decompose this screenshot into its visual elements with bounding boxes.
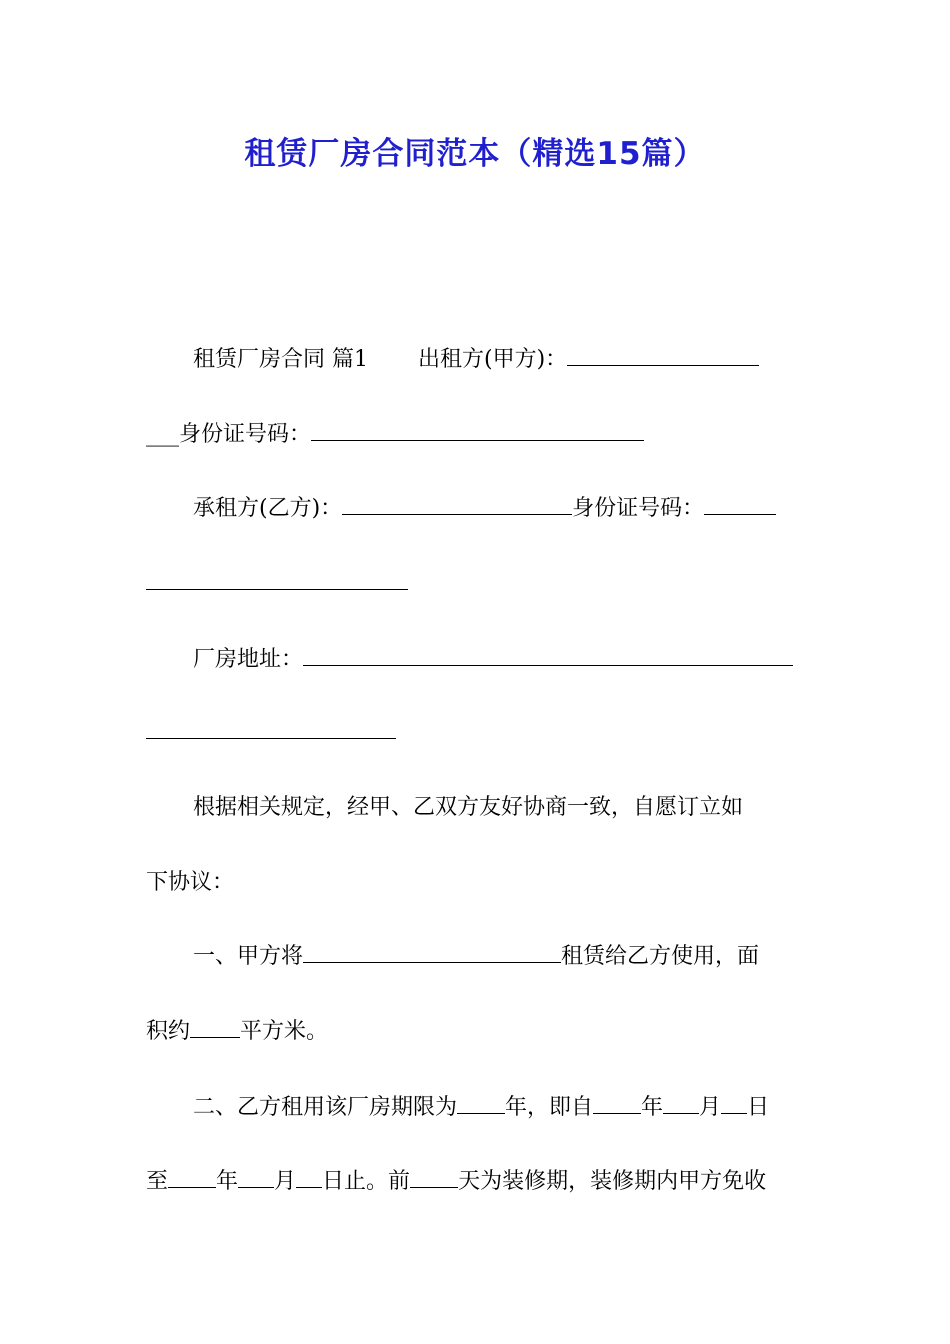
- clause-1-text-b: 租赁给乙方使用，面: [561, 944, 760, 969]
- body-line-8: [146, 868, 806, 898]
- factory-address-label: 厂房地址：: [193, 647, 304, 672]
- end-year-label: 年: [216, 1169, 239, 1194]
- body-line-6: [146, 718, 806, 748]
- end-month-blank: [238, 1167, 274, 1188]
- preamble-text: 根据相关规定，经甲、乙双方友好协商一致，自愿订立如: [193, 795, 744, 820]
- body-line-12: [146, 1167, 806, 1197]
- renovation-days-blank: [410, 1167, 458, 1188]
- premises-blank: [303, 942, 561, 963]
- document-title: 租赁厂房合同范本（精选15篇）: [244, 136, 706, 172]
- body-line-1: [193, 345, 806, 375]
- body-line-2: [146, 420, 806, 450]
- day-label: 日: [747, 1095, 770, 1120]
- lessee-id-blank-cont: [146, 569, 408, 590]
- body-line-5: [193, 645, 806, 675]
- lessor-name-tail: ___: [146, 422, 179, 447]
- factory-address-blank-cont: [146, 718, 396, 739]
- body-line-3: [193, 494, 806, 524]
- area-blank: [190, 1017, 240, 1038]
- lessor-id-blank: [311, 420, 644, 441]
- lessor-id-label: 身份证号码：: [179, 422, 312, 447]
- lessee-id-blank: [704, 494, 776, 515]
- preamble-text-cont: 下协议：: [146, 870, 235, 895]
- factory-address-blank: [303, 645, 793, 666]
- lessee-id-label: 身份证号码：: [572, 496, 705, 521]
- start-year-blank: [593, 1093, 641, 1114]
- area-label: 积约: [146, 1019, 191, 1044]
- body-line-10: [146, 1017, 806, 1047]
- area-unit: 平方米。: [240, 1019, 329, 1044]
- term-years-blank: [457, 1093, 505, 1114]
- end-day-label: 日止。前: [322, 1169, 411, 1194]
- until-label: 至: [146, 1169, 169, 1194]
- lessor-blank: [567, 345, 759, 366]
- lessee-blank: [342, 494, 572, 515]
- start-day-blank: [721, 1093, 747, 1114]
- end-year-blank: [168, 1167, 216, 1188]
- year-label: 年: [641, 1095, 664, 1120]
- month-label: 月: [699, 1095, 722, 1120]
- body-line-11: [193, 1093, 806, 1123]
- contract-heading: 租赁厂房合同 篇1: [193, 347, 368, 372]
- lessor-label: 出租方(甲方)：: [418, 347, 568, 372]
- lessee-label: 承租方(乙方)：: [193, 496, 343, 521]
- clause-1-text: 一、甲方将: [193, 944, 304, 969]
- end-month-label: 月: [274, 1169, 297, 1194]
- start-month-blank: [663, 1093, 699, 1114]
- body-line-9: [193, 942, 806, 972]
- end-day-blank: [296, 1167, 322, 1188]
- clause-2-text: 二、乙方租用该厂房期限为: [193, 1095, 458, 1120]
- renovation-text: 天为装修期，装修期内甲方免收: [458, 1169, 767, 1194]
- body-line-4: [146, 569, 806, 599]
- clause-2-text-b: 年，即自: [505, 1095, 594, 1120]
- body-line-7: [193, 793, 806, 823]
